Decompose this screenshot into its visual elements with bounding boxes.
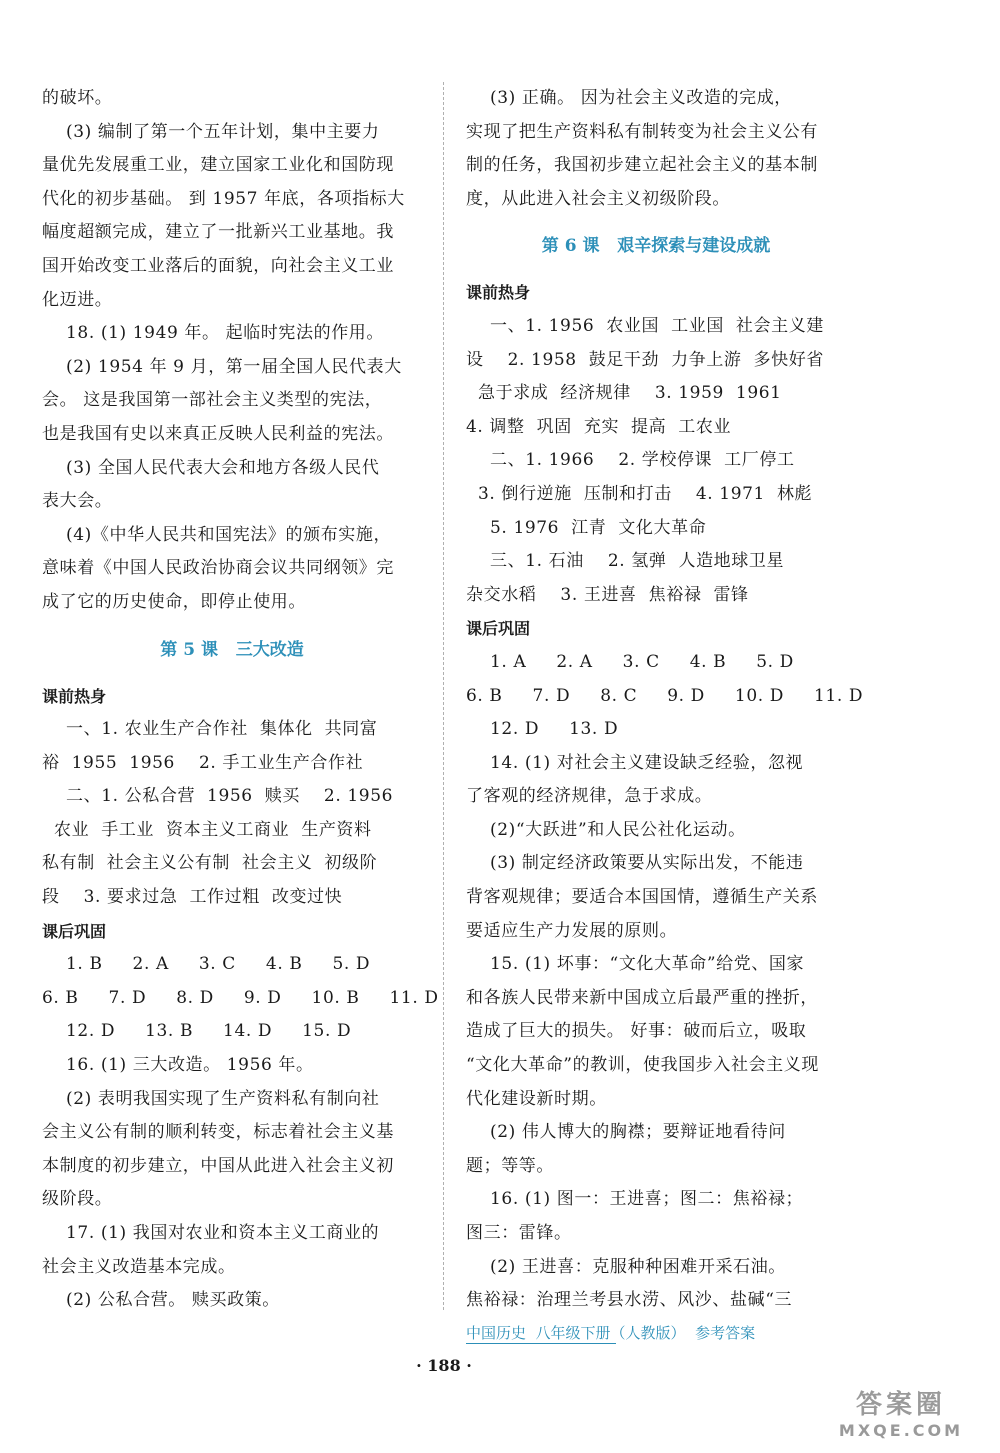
text-line: 杂交水稻 3. 王进喜 焦裕禄 雷锋 <box>466 584 749 605</box>
text-line: 代化的初步基础。 到 1957 年底，各项指标大 <box>42 188 405 209</box>
text-line: 一、1. 1956 农业国 工业国 社会主义建 <box>466 315 824 336</box>
text-line: 国开始改变工业落后的面貌，向社会主义工业 <box>42 255 394 276</box>
page-number: · 188 · <box>416 1356 472 1375</box>
text-line: 6. B 7. D 8. C 9. D 10. D 11. D <box>466 685 864 706</box>
text-line: 度，从此进入社会主义初级阶段。 <box>466 188 730 209</box>
text-line: 了客观的经济规律，急于求成。 <box>466 786 713 807</box>
text-line: 实现了把生产资料私有制转变为社会主义公有 <box>466 121 818 142</box>
text-line: 设 2. 1958 鼓足干劲 力争上游 多快好省 <box>466 349 824 370</box>
text-line: 二、1. 1966 2. 学校停课 工厂停工 <box>466 450 795 471</box>
text-line: (3) 全国人民代表大会和地方各级人民代 <box>42 457 380 478</box>
text-line: (2) 表明我国实现了生产资料私有制向社 <box>42 1088 380 1109</box>
text-line: 1. B 2. A 3. C 4. B 5. D <box>42 954 371 975</box>
text-line: 化迈进。 <box>42 289 113 310</box>
text-line: 6. B 7. D 8. D 9. D 10. B 11. D <box>42 987 439 1008</box>
text-line: 代化建设新时期。 <box>466 1088 607 1109</box>
text-line: 私有制 社会主义公有制 社会主义 初级阶 <box>42 853 378 874</box>
left-column <box>42 82 439 1318</box>
section-subheading: 课前热身 <box>466 283 531 303</box>
column-divider <box>443 82 444 1310</box>
text-line: 本制度的初步建立，中国从此进入社会主义初 <box>42 1155 394 1176</box>
text-line: 焦裕禄：治理兰考县水涝、风沙、盐碱“三 <box>466 1290 793 1311</box>
text-line: 3. 倒行逆施 压制和打击 4. 1971 林彪 <box>466 483 813 504</box>
text-line: 裕 1955 1956 2. 手工业生产合作社 <box>42 752 364 773</box>
text-line: 级阶段。 <box>42 1189 113 1210</box>
text-line: 5. 1976 江青 文化大革命 <box>466 517 707 538</box>
lesson-heading: 第 6 课 艰辛探索与建设成就 <box>541 236 771 257</box>
text-line: (2) 1954 年 9 月，第一届全国人民代表大 <box>42 356 402 377</box>
text-line: 造成了巨大的损失。 好事：破而后立，吸取 <box>466 1021 807 1042</box>
text-line: (3) 编制了第一个五年计划，集中主要力 <box>42 121 380 142</box>
footer-title: 中国历史 八年级下册（人教版） 参考答案 <box>466 1324 756 1342</box>
text-line: 和各族人民带来新中国成立后最严重的挫折， <box>466 987 818 1008</box>
text-line: 急于求成 经济规律 3. 1959 1961 <box>466 383 782 404</box>
text-line: (3) 制定经济政策要从实际出发，不能违 <box>466 853 804 874</box>
right-column <box>466 82 864 1318</box>
text-line: 幅度超额完成，建立了一批新兴工业基地。我 <box>42 222 394 243</box>
section-subheading: 课后巩固 <box>42 921 107 941</box>
text-line: (2) 王进喜：克服种种困难开采石油。 <box>466 1256 786 1277</box>
text-line: (3) 正确。 因为社会主义改造的完成， <box>466 88 792 108</box>
text-line: (4)《中华人民共和国宪法》的颁布实施， <box>42 524 392 545</box>
text-line: 段 3. 要求过急 工作过粗 改变过快 <box>42 887 343 908</box>
text-line: 16. (1) 三大改造。 1956 年。 <box>42 1055 314 1076</box>
lesson-heading: 第 5 课 三大改造 <box>160 639 304 660</box>
text-line: 图三：雷锋。 <box>466 1223 572 1243</box>
text-line: 二、1. 公私合营 1956 赎买 2. 1956 <box>42 786 394 807</box>
watermark-url: MXQE.COM <box>838 1421 964 1440</box>
section-subheading: 课后巩固 <box>466 619 531 639</box>
text-line: 17. (1) 我国对农业和资本主义工商业的 <box>42 1223 380 1243</box>
text-line: 12. D 13. D <box>466 719 619 740</box>
text-line: 农业 手工业 资本主义工商业 生产资料 <box>42 819 372 840</box>
text-line: (2)“大跃进”和人民公社化运动。 <box>466 819 746 840</box>
text-line: 题；等等。 <box>466 1155 554 1176</box>
text-line: 18. (1) 1949 年。 起临时宪法的作用。 <box>42 323 385 344</box>
text-line: 要适应生产力发展的原则。 <box>466 920 678 941</box>
text-line: 12. D 13. B 14. D 15. D <box>42 1021 352 1042</box>
watermark-logo <box>826 1390 976 1446</box>
text-line: (2) 伟人博大的胸襟；要辩证地看待问 <box>466 1122 786 1143</box>
text-line: 制的任务，我国初步建立起社会主义的基本制 <box>466 155 818 176</box>
text-line: 表大会。 <box>42 491 113 512</box>
text-line: “文化大革命”的教训，使我国步入社会主义现 <box>466 1055 819 1076</box>
text-line: 会。 这是我国第一部社会主义类型的宪法， <box>42 390 383 411</box>
text-line: 4. 调整 巩固 充实 提高 工农业 <box>466 416 732 437</box>
text-line: 三、1. 石油 2. 氢弹 人造地球卫星 <box>466 551 785 572</box>
section-subheading: 课前热身 <box>42 686 107 706</box>
text-line: 1. A 2. A 3. C 4. B 5. D <box>466 651 794 672</box>
text-line: 意味着《中国人民政治协商会议共同纲领》完 <box>42 558 394 579</box>
text-line: 成了它的历史使命，即停止使用。 <box>42 591 306 612</box>
text-line: 也是我国有史以来真正反映人民利益的宪法。 <box>42 423 394 444</box>
text-line: 的破坏。 <box>42 88 113 108</box>
text-line: 会主义公有制的顺利转变，标志着社会主义基 <box>42 1122 394 1143</box>
text-line: 15. (1) 坏事：“文化大革命”给党、国家 <box>466 954 805 975</box>
watermark-text: 答案圈 <box>855 1390 946 1420</box>
text-line: 背客观规律；要适合本国国情，遵循生产关系 <box>466 887 818 908</box>
text-line: 16. (1) 图一：王进喜；图二：焦裕禄； <box>466 1189 804 1210</box>
text-line: 量优先发展重工业，建立国家工业化和国防现 <box>42 155 394 176</box>
text-line: 14. (1) 对社会主义建设缺乏经验，忽视 <box>466 752 804 773</box>
text-line: (2) 公私合营。 赎买政策。 <box>42 1290 280 1311</box>
text-line: 社会主义改造基本完成。 <box>42 1256 236 1277</box>
text-line: 一、1. 农业生产合作社 集体化 共同富 <box>42 719 378 740</box>
